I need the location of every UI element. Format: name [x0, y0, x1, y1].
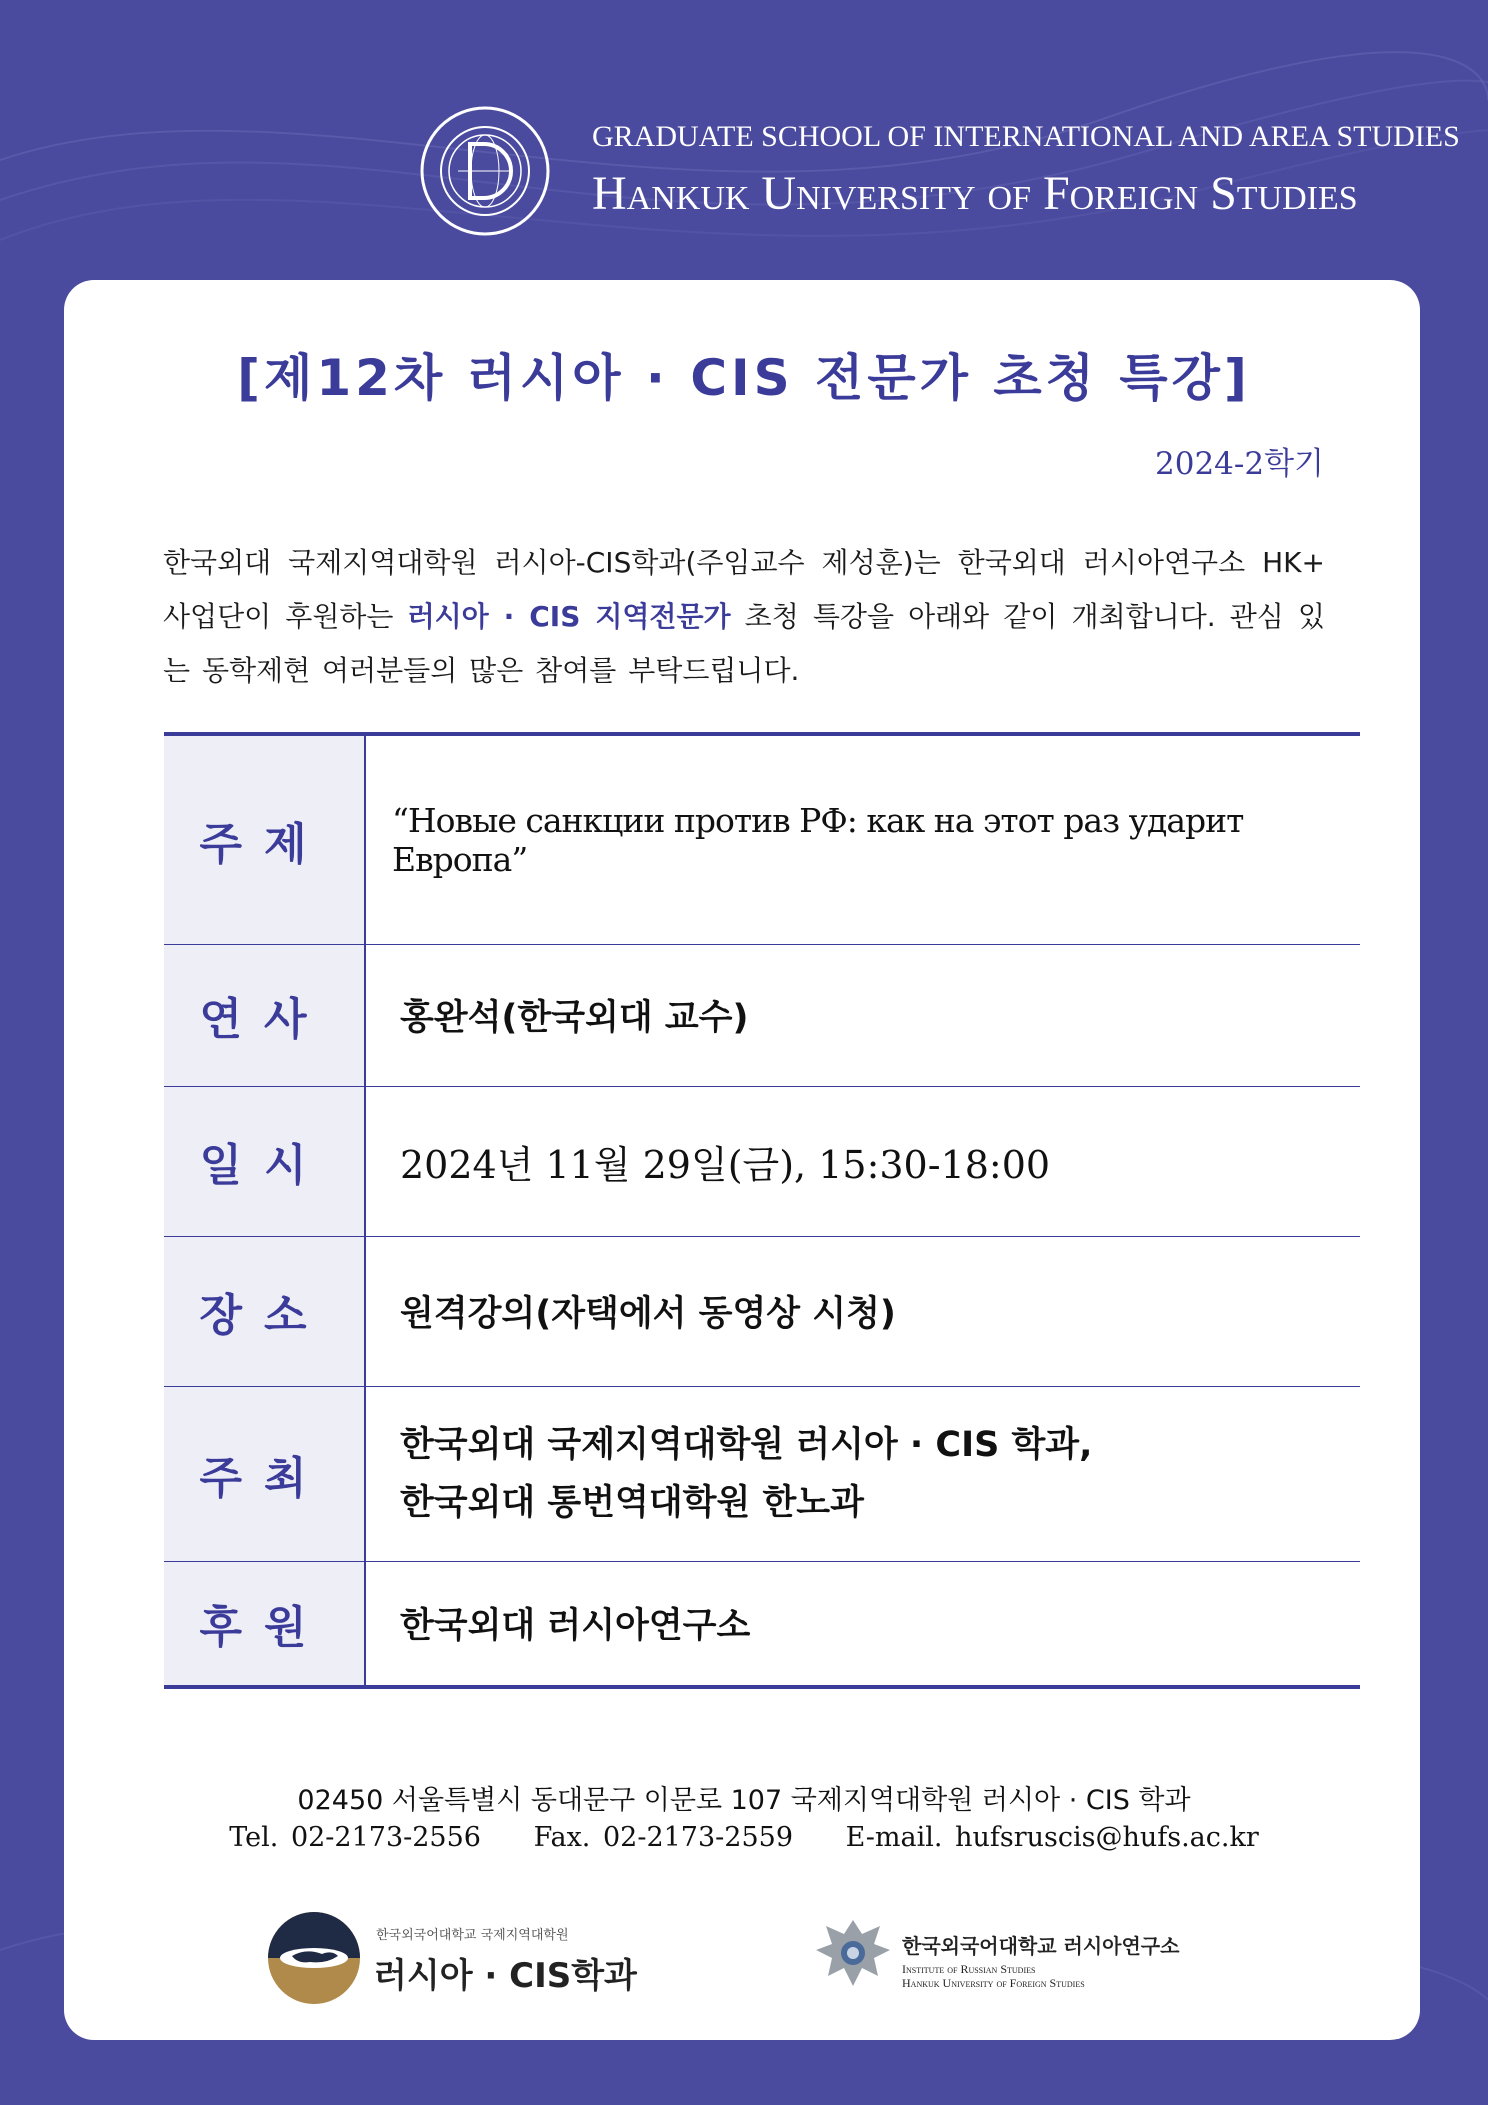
event-info-table: [164, 732, 1360, 1689]
footer-tel: Tel. 02-2173-2556: [229, 1822, 481, 1853]
department-logo-name: 러시아 · CIS학과: [374, 1956, 637, 1996]
table-row: [164, 1386, 1360, 1561]
university-seal-logo: [418, 104, 552, 238]
event-title: [제12차 러시아 · CIS 전문가 초청 특강]: [237, 349, 1251, 407]
semester: 2024-2학기: [1155, 446, 1324, 482]
host-label: 주최: [164, 1386, 365, 1561]
table-row: [164, 1086, 1360, 1236]
host-value-line-2: 한국외대 통번역대학원 한노과: [400, 1482, 864, 1523]
table-row: [164, 944, 1360, 1086]
intro-highlight: 러시아 · CIS 지역전문가: [407, 600, 731, 633]
speaker-label: 연사: [164, 944, 365, 1086]
table-row: [164, 1236, 1360, 1386]
footer-email[interactable]: E-mail. hufsruscis@hufs.ac.kr: [845, 1822, 1259, 1853]
table-row: [164, 1561, 1360, 1687]
table-row: [164, 734, 1360, 944]
intro-paragraph: [163, 536, 1325, 698]
intro-text-1: 한국외대 국제지역대학원 러시아-CIS학과(주임교수 제성훈)는 한국외대 러시아연구소 HK+ 사업단이 후원하는: [163, 546, 1325, 633]
globe-emblem-icon: [266, 1910, 362, 2006]
footer-address: 02450 서울특별시 동대문구 이문로 107 국제지역대학원 러시아 · CIS 학과: [297, 1785, 1191, 1816]
department-logo-subtitle: 한국외국어대학교 국제지역대학원: [376, 1928, 569, 1943]
sponsor-value: 한국외대 러시아연구소: [400, 1606, 751, 1647]
venue-value: 원격강의(자택에서 동영상 시청): [365, 1236, 1360, 1386]
datetime-label: 일시: [164, 1086, 365, 1236]
sponsor-label: 후원: [164, 1561, 365, 1687]
intro-text-2: 초청 특강을 아래와 같이 개최합니다. 관심 있는 동학제현 여러분들의 많은 참여를 부탁드립니다.: [163, 600, 1325, 687]
footer-fax: Fax. 02-2173-2559: [533, 1822, 793, 1853]
russian-studies-institute-logo: [810, 1910, 1230, 2000]
topic-value: “Новые санкции против РФ: как на этот раз ударит Европа”: [365, 734, 1360, 944]
russia-cis-department-logo: [266, 1910, 637, 2000]
footer-contact: [0, 1822, 1488, 1853]
double-headed-eagle-icon: [810, 1910, 896, 1996]
institute-logo-english-1: Institute of Russian Studies: [902, 1962, 1036, 1976]
university-name: Hankuk University of Foreign Studies: [592, 167, 1358, 220]
host-value: [365, 1386, 1360, 1561]
datetime-value: 2024년 11월 29일(금), 15:30-18:00: [365, 1086, 1360, 1236]
speaker-value: 홍완석(한국외대 교수): [365, 944, 1360, 1086]
topic-label: 주제: [164, 734, 365, 944]
institute-logo-korean: 한국외국어대학교 러시아연구소: [902, 1934, 1180, 1958]
venue-label: 장소: [164, 1236, 365, 1386]
institute-logo-english-2: Hankuk University of Foreign Studies: [902, 1976, 1085, 1990]
school-name: GRADUATE SCHOOL OF INTERNATIONAL AND AREA STUDIES: [592, 120, 1460, 153]
host-value-line-1: 한국외대 국제지역대학원 러시아 · CIS 학과,: [400, 1424, 1093, 1465]
